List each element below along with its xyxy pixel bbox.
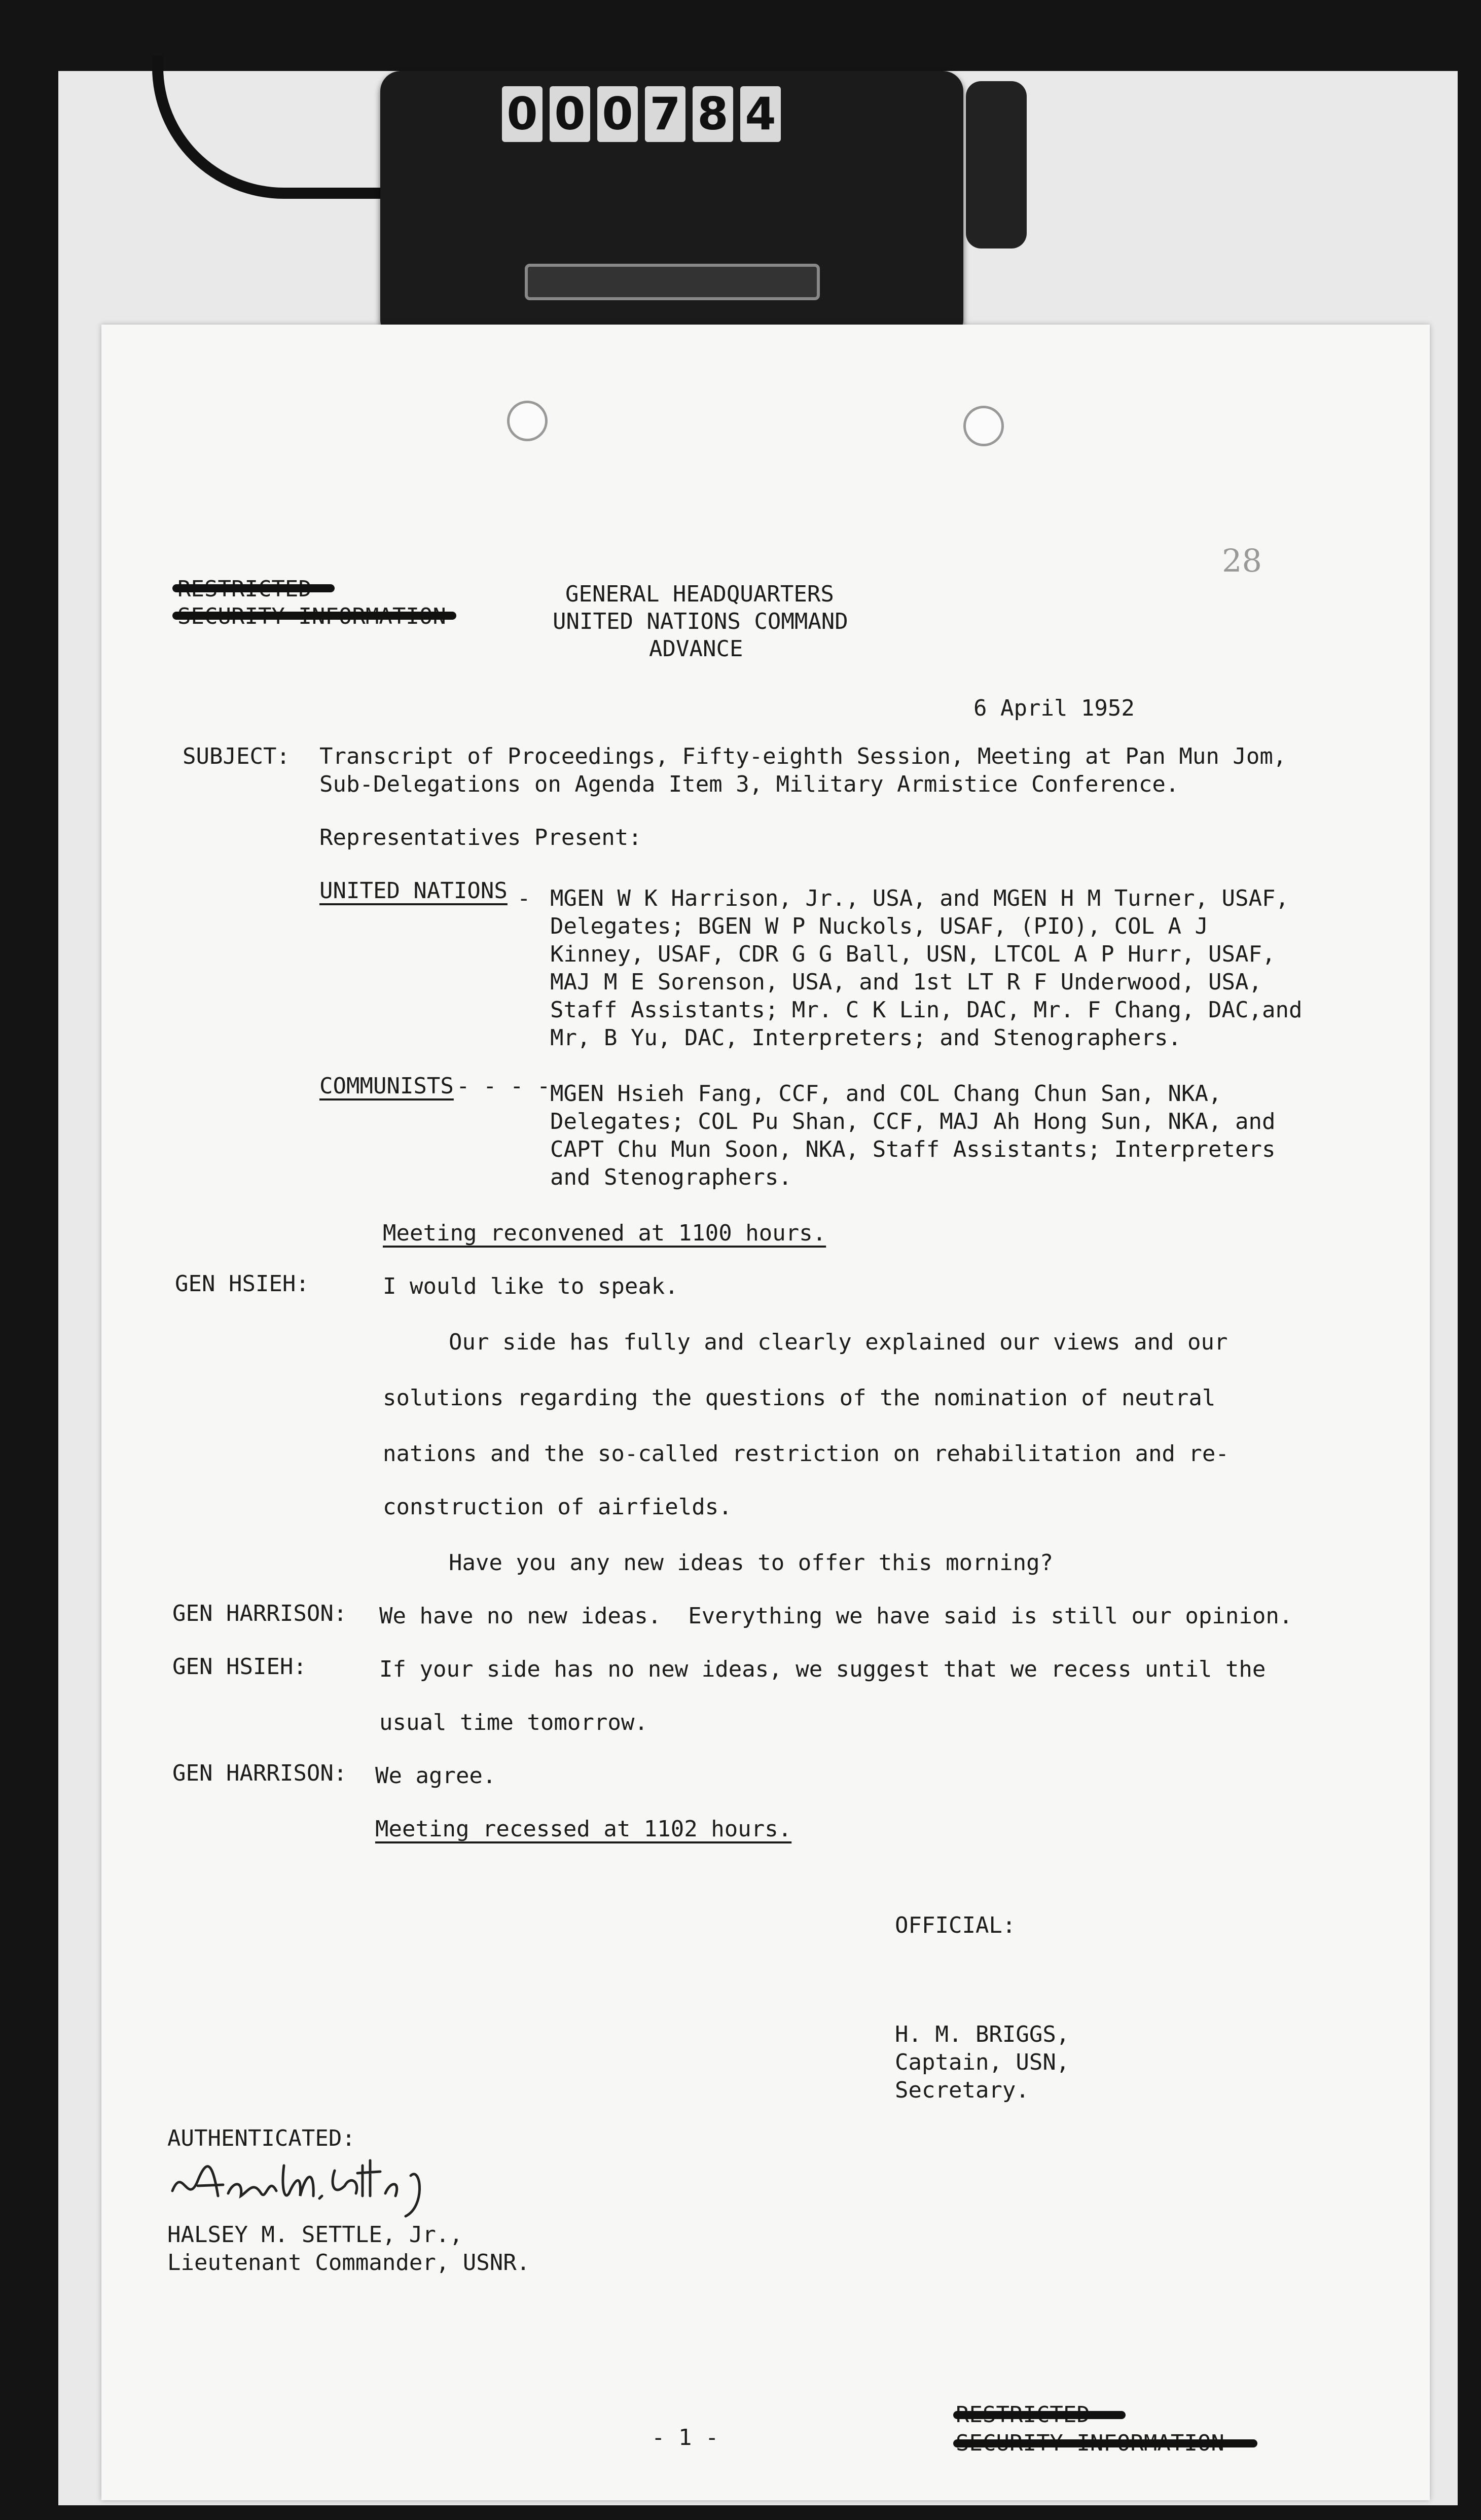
strikethrough-mark [172, 612, 456, 620]
counter-digit: 0 [502, 86, 543, 142]
letterhead-line2: UNITED NATIONS COMMAND [553, 609, 848, 634]
counter-digit: 7 [645, 86, 685, 142]
letterhead-line1: GENERAL HEADQUARTERS [565, 581, 834, 607]
un-line: MAJ M E Sorenson, USA, and 1st LT R F Underwood, USA, [550, 969, 1262, 995]
counter-slot [525, 264, 820, 300]
meeting-reconvened: Meeting reconvened at 1100 hours. [383, 1220, 826, 1246]
counter-digits [502, 86, 781, 142]
un-dash: - [517, 885, 531, 911]
punch-hole [963, 406, 1004, 446]
authenticated-label: AUTHENTICATED: [167, 2125, 355, 2151]
authenticated-name: HALSEY M. SETTLE, Jr., [167, 2222, 463, 2248]
speaker-label: GEN HSIEH: [172, 1654, 307, 1680]
punch-hole [507, 401, 548, 441]
counter-knob [966, 81, 1027, 249]
frame-counter [380, 71, 963, 340]
communists-line: MGEN Hsieh Fang, CCF, and COL Chang Chun San, NKA, [550, 1081, 1222, 1107]
transcript-line: solutions regarding the questions of the nomination of neutral [383, 1385, 1216, 1411]
un-line: Delegates; BGEN W P Nuckols, USAF, (PIO), COL A J [550, 913, 1209, 939]
strikethrough-mark [172, 584, 335, 592]
un-line: Kinney, USAF, CDR G G Ball, USN, LTCOL A P Hurr, USAF, [550, 941, 1276, 967]
subject-label: SUBJECT: [183, 743, 290, 769]
page-number: - 1 - [652, 2425, 719, 2451]
subject-line1: Transcript of Proceedings, Fifty-eighth Session, Meeting at Pan Mun Jom, [319, 743, 1287, 769]
counter-digit: 0 [550, 86, 590, 142]
transcript-line: construction of airfields. [383, 1494, 732, 1520]
strikethrough-mark [953, 2411, 1126, 2419]
transcript-line: We have no new ideas. Everything we have said is still our opinion. [379, 1603, 1293, 1629]
transcript-line: Have you any new ideas to offer this morning? [449, 1550, 1054, 1576]
strikethrough-mark [953, 2439, 1257, 2447]
official-rank: Captain, USN, [895, 2049, 1070, 2075]
subject-line2: Sub-Delegations on Agenda Item 3, Military Armistice Conference. [319, 771, 1179, 797]
speaker-label: GEN HARRISON: [172, 1601, 347, 1626]
un-line: Mr, B Yu, DAC, Interpreters; and Stenographers. [550, 1025, 1182, 1051]
document-date: 6 April 1952 [973, 695, 1135, 721]
communists-line: and Stenographers. [550, 1164, 792, 1190]
transcript-line: Our side has fully and clearly explained our views and our [449, 1329, 1228, 1355]
communists-line: Delegates; COL Pu Shan, CCF, MAJ Ah Hong Sun, NKA, and [550, 1109, 1276, 1134]
un-line: Staff Assistants; Mr. C K Lin, DAC, Mr. F Chang, DAC,and [550, 997, 1303, 1023]
official-label: OFFICIAL: [895, 1912, 1016, 1938]
counter-digit: 4 [740, 86, 781, 142]
official-title: Secretary. [895, 2077, 1029, 2103]
handwritten-signature [167, 2145, 451, 2221]
transcript-line: nations and the so-called restriction on rehabilitation and re- [383, 1441, 1229, 1467]
authenticated-rank: Lieutenant Commander, USNR. [167, 2250, 530, 2276]
meeting-recessed: Meeting recessed at 1102 hours. [375, 1816, 792, 1842]
communists-label: COMMUNISTS [319, 1073, 454, 1099]
letterhead-line3: ADVANCE [649, 636, 743, 662]
document-page [101, 325, 1430, 2500]
page-mark: 28 [1222, 542, 1262, 579]
transcript-line: I would like to speak. [383, 1273, 678, 1299]
counter-digit: 8 [693, 86, 733, 142]
speaker-label: GEN HARRISON: [172, 1760, 347, 1786]
transcript-line: usual time tomorrow. [379, 1710, 648, 1735]
un-line: MGEN W K Harrison, Jr., USA, and MGEN H M Turner, USAF, [550, 885, 1289, 911]
un-label: UNITED NATIONS [319, 878, 508, 904]
transcript-line: If your side has no new ideas, we suggest that we recess until the [379, 1656, 1266, 1682]
speaker-label: GEN HSIEH: [175, 1271, 309, 1297]
representatives-heading: Representatives Present: [319, 825, 642, 850]
official-name: H. M. BRIGGS, [895, 2021, 1070, 2047]
transcript-line: We agree. [375, 1763, 496, 1789]
communists-line: CAPT Chu Mun Soon, NKA, Staff Assistants; Interpreters [550, 1137, 1276, 1162]
communists-dash: - - - - [456, 1073, 551, 1099]
counter-digit: 0 [597, 86, 638, 142]
